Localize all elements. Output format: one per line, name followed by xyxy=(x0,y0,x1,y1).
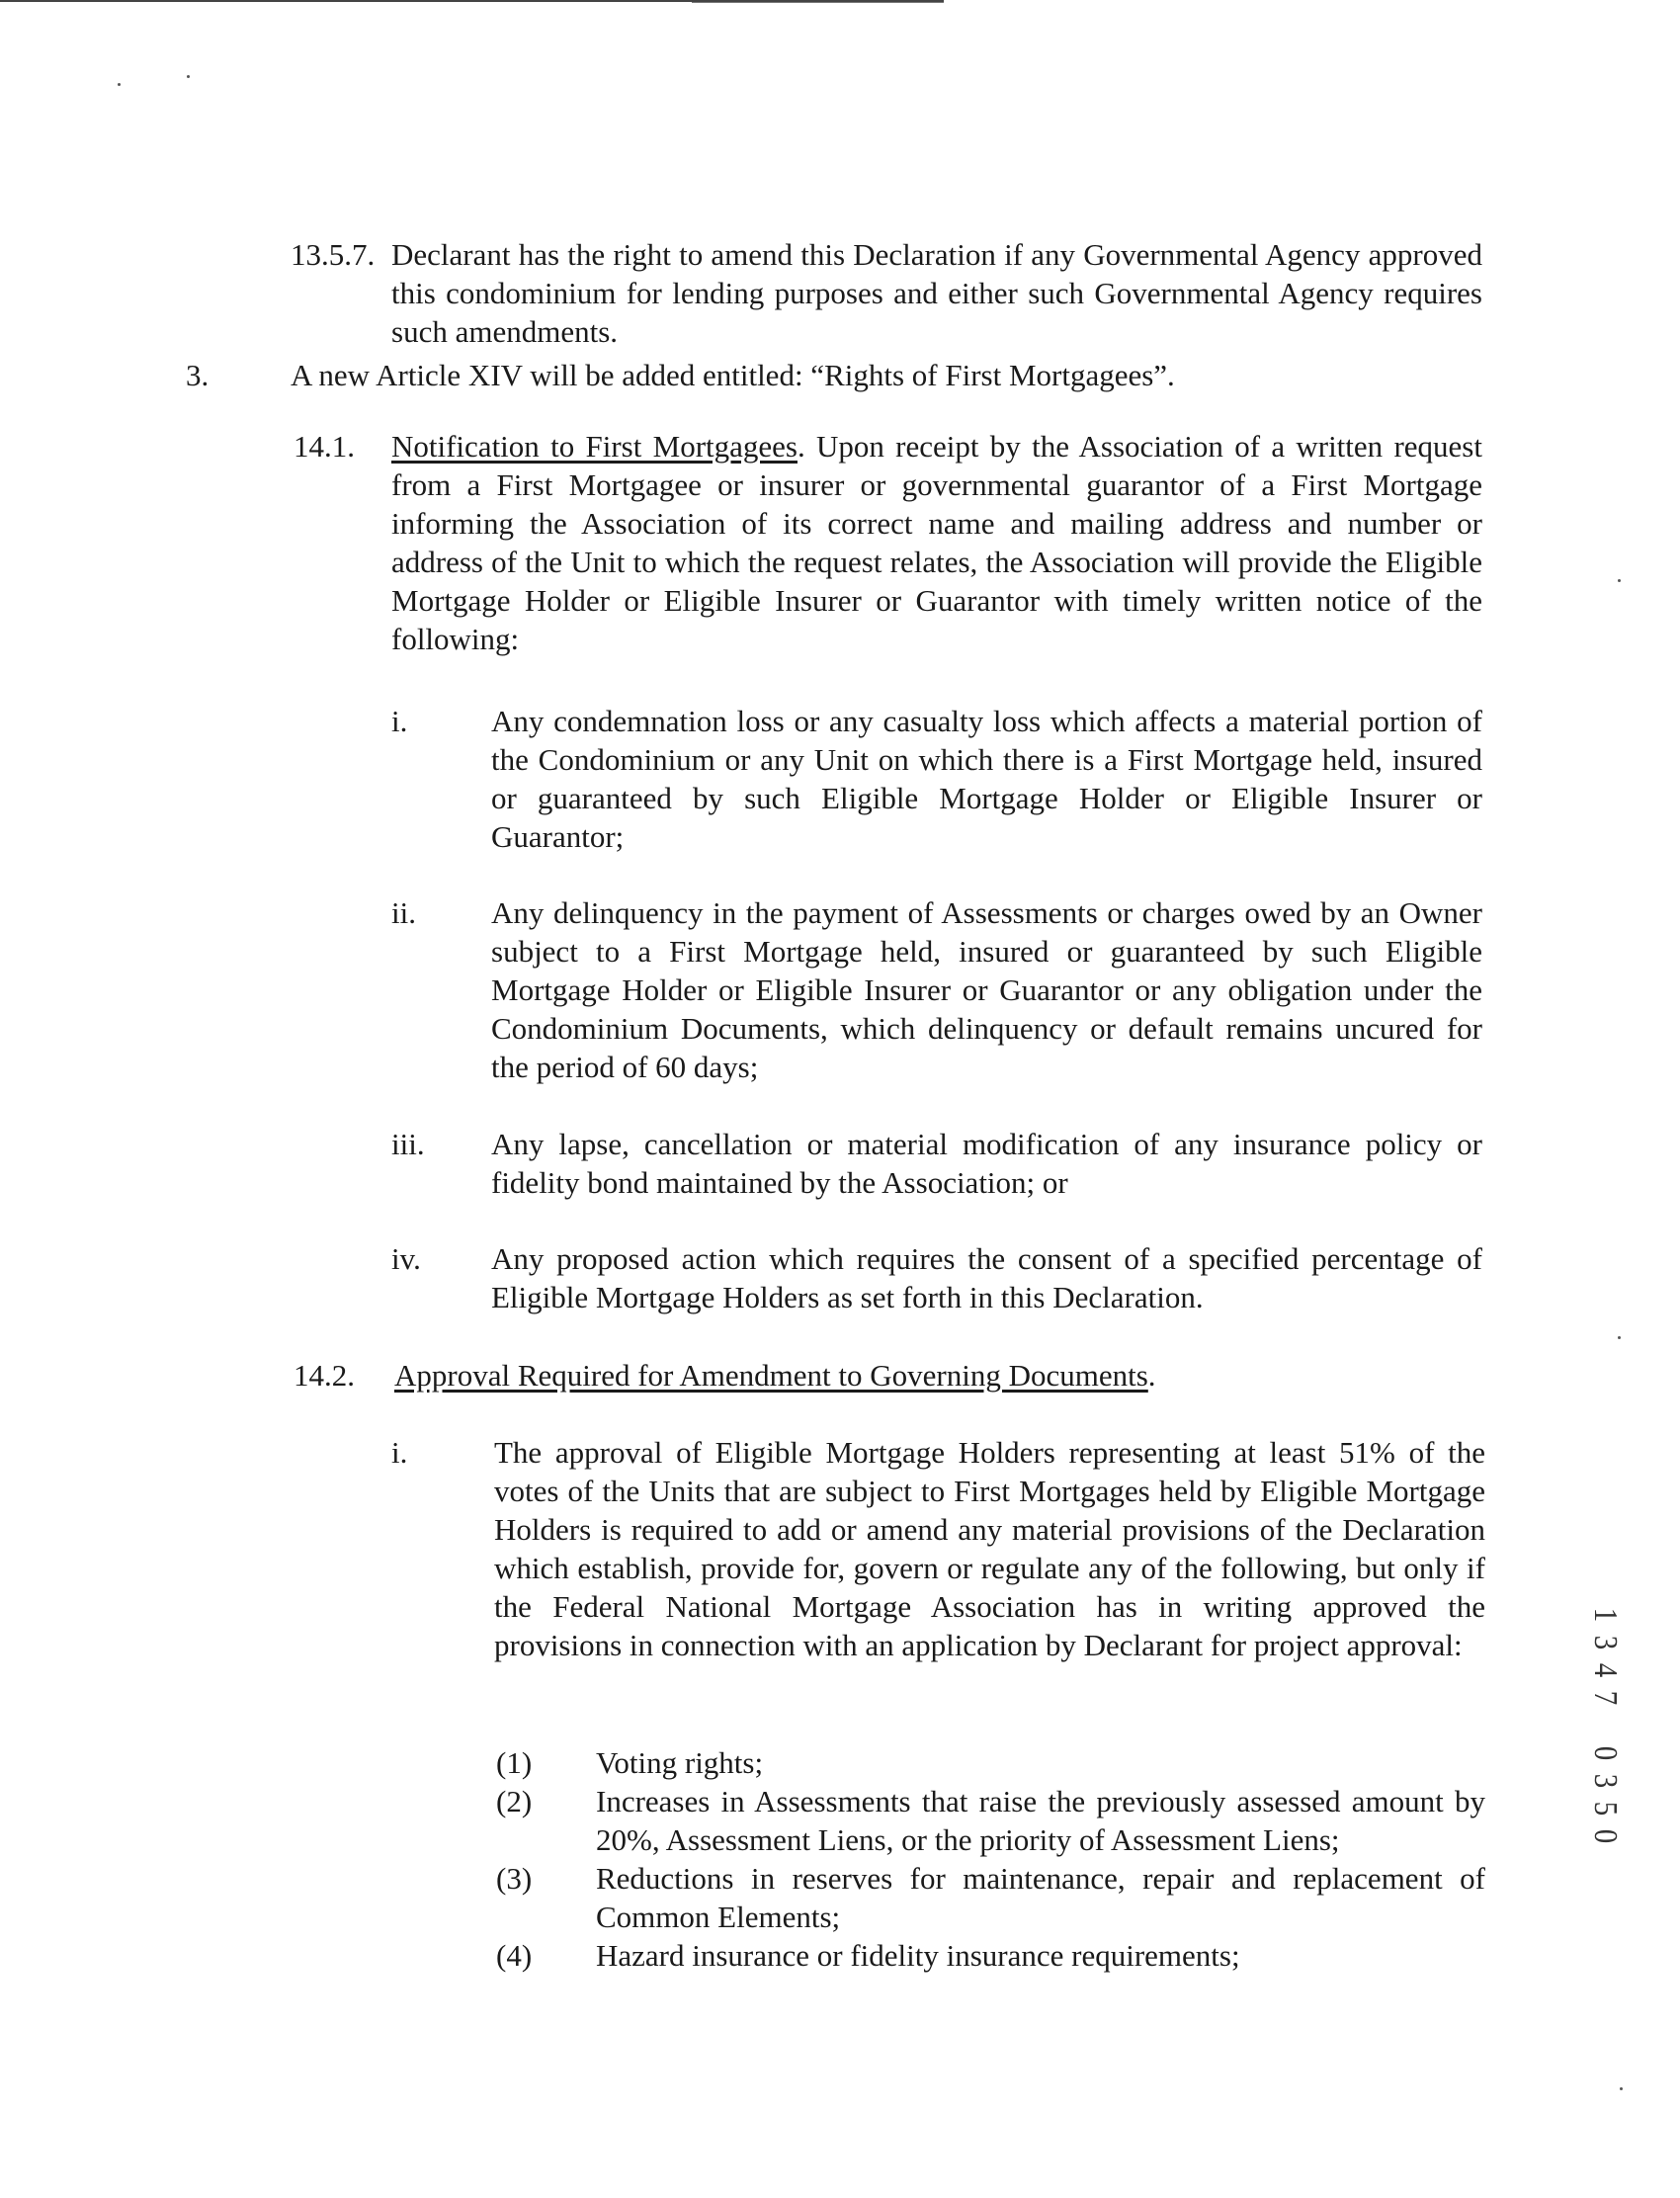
section-14-1-text xyxy=(391,427,1482,658)
list-item-text: Any condemnation loss or any casualty loss which affects a material portion of the Condominium or any Unit on which there is a First Mortgage held, insured or guaranteed by such Eligible Mortgage Holder or Eligible Insurer or Guarantor; xyxy=(491,704,1482,854)
sub-item-number: (4) xyxy=(496,1938,533,1973)
sub-item-number: (1) xyxy=(496,1745,533,1780)
section-number: 13.5.7. xyxy=(291,237,376,272)
sub-item-text: Hazard insurance or fidelity insurance requirements; xyxy=(596,1938,1240,1973)
scan-speck xyxy=(187,75,190,78)
section-13-5-7-text xyxy=(391,235,1482,351)
list-item-number: iii. xyxy=(391,1127,425,1161)
scan-top-rule-secondary xyxy=(692,2,944,3)
scan-speck xyxy=(1618,579,1621,582)
section-heading: Notification to First Mortgagees xyxy=(391,429,798,464)
sub-item-text: Reductions in reserves for maintenance, repair and replacement of Common Elements; xyxy=(596,1861,1485,1934)
sub-item-number: (3) xyxy=(496,1861,533,1896)
section-heading: Approval Required for Amendment to Governing Documents xyxy=(394,1358,1148,1393)
sub-item-number: (2) xyxy=(496,1784,533,1818)
list-item-number: i. xyxy=(391,1435,408,1470)
section-number: 14.1. xyxy=(294,429,355,464)
stamp-digit: 3 xyxy=(1587,1635,1624,1650)
stamp-digit: 5 xyxy=(1587,1801,1624,1817)
stamp-digit: 0 xyxy=(1587,1745,1624,1761)
sub-item-text: Voting rights; xyxy=(596,1745,764,1780)
list-item-number: ii. xyxy=(391,895,416,930)
list-item-text: The approval of Eligible Mortgage Holders representing at least 51% of the votes of the Units that are subject to First Mortgages held by Eligible Mortgage Holders is required to add or amend any material provisions of the Declaration which establish, provide for, govern or regulate any of the following, but only if the Federal National Mortgage Association has in writing approved the provisions in connection with an application by Declarant for project approval: xyxy=(494,1435,1485,1662)
item-3-text: A new Article XIV will be added entitled: “Rights of First Mortgagees”. xyxy=(291,358,1175,392)
scan-speck xyxy=(1618,1336,1621,1339)
stamp-digit: 7 xyxy=(1587,1690,1624,1706)
stamp-digit: 0 xyxy=(1587,1828,1624,1844)
stamp-digit: 3 xyxy=(1587,1773,1624,1789)
section-number: 14.2. xyxy=(294,1358,355,1393)
stamp-digit: 4 xyxy=(1587,1662,1624,1678)
list-item-number: iv. xyxy=(391,1241,421,1276)
list-item-text: Any lapse, cancellation or material modification of any insurance policy or fidelity bond maintained by the Association; or xyxy=(491,1127,1482,1200)
list-item-text: Any delinquency in the payment of Assessments or charges owed by an Owner subject to a First Mortgage held, insured or guaranteed by such Eligible Mortgage Holder or Eligible Insurer or Guarantor or any obligation under the Condominium Documents, which delinquency or default remains uncured for the period of 60 days; xyxy=(491,895,1482,1084)
section-text: Declarant has the right to amend this Declaration if any Governmental Agency approved this condominium for lending purposes and either such Governmental Agency requires such amendments. xyxy=(391,237,1482,349)
heading-period: . xyxy=(1147,1358,1156,1393)
scan-speck xyxy=(1620,2087,1623,2090)
margin-recording-stamp xyxy=(1585,1601,1625,1850)
section-text: . Upon receipt by the Association of a written request from a First Mortgagee or insurer or governmental guarantor of a First Mortgage informing the Association of its correct name and mailing address and number or address of the Unit to which the request relates, the Association will provide the Eligible Mortgage Holder or Eligible Insurer or Guarantor with timely written notice of the following: xyxy=(391,429,1482,656)
item-number: 3. xyxy=(186,358,210,392)
sub-item-text: Increases in Assessments that raise the previously assessed amount by 20%, Assessment Liens, or the priority of Assessment Liens; xyxy=(596,1784,1485,1857)
list-item-number: i. xyxy=(391,704,408,738)
section-14-2-heading xyxy=(394,1356,1481,1395)
list-item-text: Any proposed action which requires the consent of a specified percentage of Eligible Mortgage Holders as set forth in this Declaration. xyxy=(491,1241,1482,1314)
stamp-digit: 1 xyxy=(1587,1607,1624,1623)
scan-speck xyxy=(118,83,121,86)
